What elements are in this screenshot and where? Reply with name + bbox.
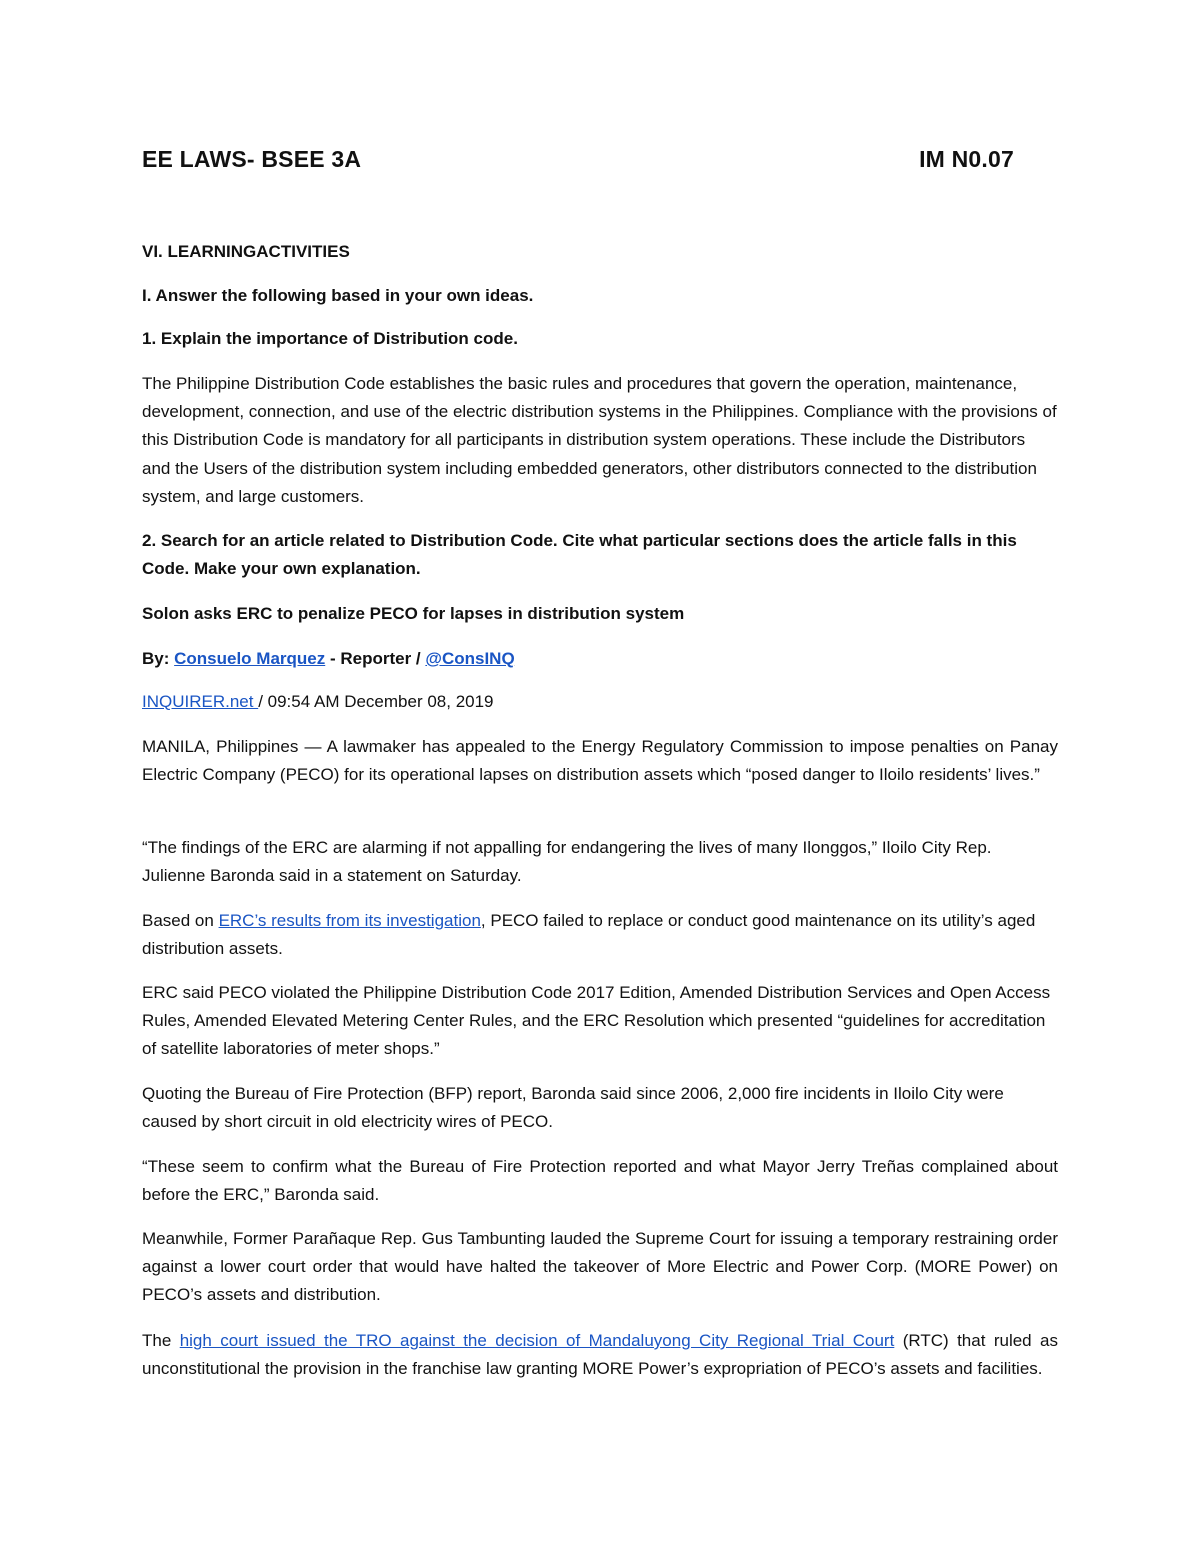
article-paragraph-4: ERC said PECO violated the Philippine Distribution Code 2017 Edition, Amended Distribution Services and Open Access Rules, Amended Elevated Metering Center Rules, and the ERC Resolution which presented “guidelines for accreditation of satellite laboratories of meter shops.”	[142, 983, 1051, 1059]
document-header	[142, 146, 1058, 176]
section-title: VI. LEARNINGACTIVITIES	[142, 242, 350, 261]
article-paragraph-3	[142, 907, 1058, 963]
article-datetime: / 09:54 AM December 08, 2019	[258, 692, 494, 711]
article-paragraph-5: Quoting the Bureau of Fire Protection (BFP) report, Baronda said since 2006, 2,000 fire incidents in Iloilo City were caused by short circuit in old electricity wires of PECO.	[142, 1084, 1004, 1132]
article-paragraph-8	[142, 1327, 1058, 1383]
article-source	[142, 688, 1058, 716]
byline-label: By:	[142, 649, 175, 668]
paragraph-3-pre: Based on	[142, 911, 219, 930]
answer-1: The Philippine Distribution Code establishes the basic rules and procedures that govern the operation, maintenance, development, connection, and use of the electric distribution systems in the Philippines. Compliance with the provisions of this Distribution Code is mandatory for all participants in distribution system operations. These include the Distributors and the Users of the distribution system including embedded generators, other distributors connected to the distribution system, and large customers.	[142, 374, 1057, 506]
course-title: EE LAWS- BSEE 3A	[142, 146, 362, 172]
high-court-tro-link[interactable]: high court issued the TRO against the decision of Mandaluyong City Regional Trial Court	[179, 1331, 895, 1350]
twitter-handle-link[interactable]: @ConsINQ	[425, 649, 515, 668]
paragraph-3-post: , PECO failed to replace or conduct good maintenance on its utility’s aged distribution assets.	[142, 911, 1036, 959]
author-link[interactable]: Consuelo Marquez	[174, 649, 326, 668]
article-paragraph-1: MANILA, Philippines — A lawmaker has appealed to the Energy Regulatory Commission to impose penalties on Panay Electric Company (PECO) for its operational lapses on distribution assets which “posed danger to Iloilo residents’ lives.”	[142, 737, 1058, 785]
erc-investigation-link[interactable]: ERC’s results from its investigation	[218, 911, 481, 930]
source-site-link[interactable]: INQUIRER.net	[142, 692, 259, 711]
article-paragraph-2: “The findings of the ERC are alarming if not appalling for endangering the lives of many Ilonggos,” Iloilo City Rep. Julienne Baronda said in a statement on Saturday.	[142, 838, 992, 886]
article-paragraph-6: “These seem to confirm what the Bureau of Fire Protection reported and what Mayor Jerry Treñas complained about before the ERC,” Baronda said.	[142, 1157, 1058, 1205]
byline-role: - Reporter /	[325, 649, 426, 668]
paragraph-8-post: (RTC) that ruled as unconstitutional the provision in the franchise law granting MORE Power’s expropriation of PECO’s assets and facilities.	[142, 1331, 1058, 1379]
article-byline	[142, 645, 1058, 673]
question-2: 2. Search for an article related to Distribution Code. Cite what particular sections does the article falls in this Code. Make your own explanation.	[142, 531, 1017, 579]
instruction: I. Answer the following based in your own ideas.	[142, 286, 534, 305]
article-headline: Solon asks ERC to penalize PECO for lapses in distribution system	[142, 604, 685, 623]
article-paragraph-7: Meanwhile, Former Parañaque Rep. Gus Tambunting lauded the Supreme Court for issuing a temporary restraining order against a lower court order that would have halted the takeover of More Electric and Power Corp. (MORE Power) on PECO’s assets and distribution.	[142, 1229, 1058, 1305]
module-number: IM N0.07	[919, 146, 1014, 172]
paragraph-8-pre: The	[142, 1331, 180, 1350]
question-1: 1. Explain the importance of Distribution code.	[142, 329, 518, 348]
